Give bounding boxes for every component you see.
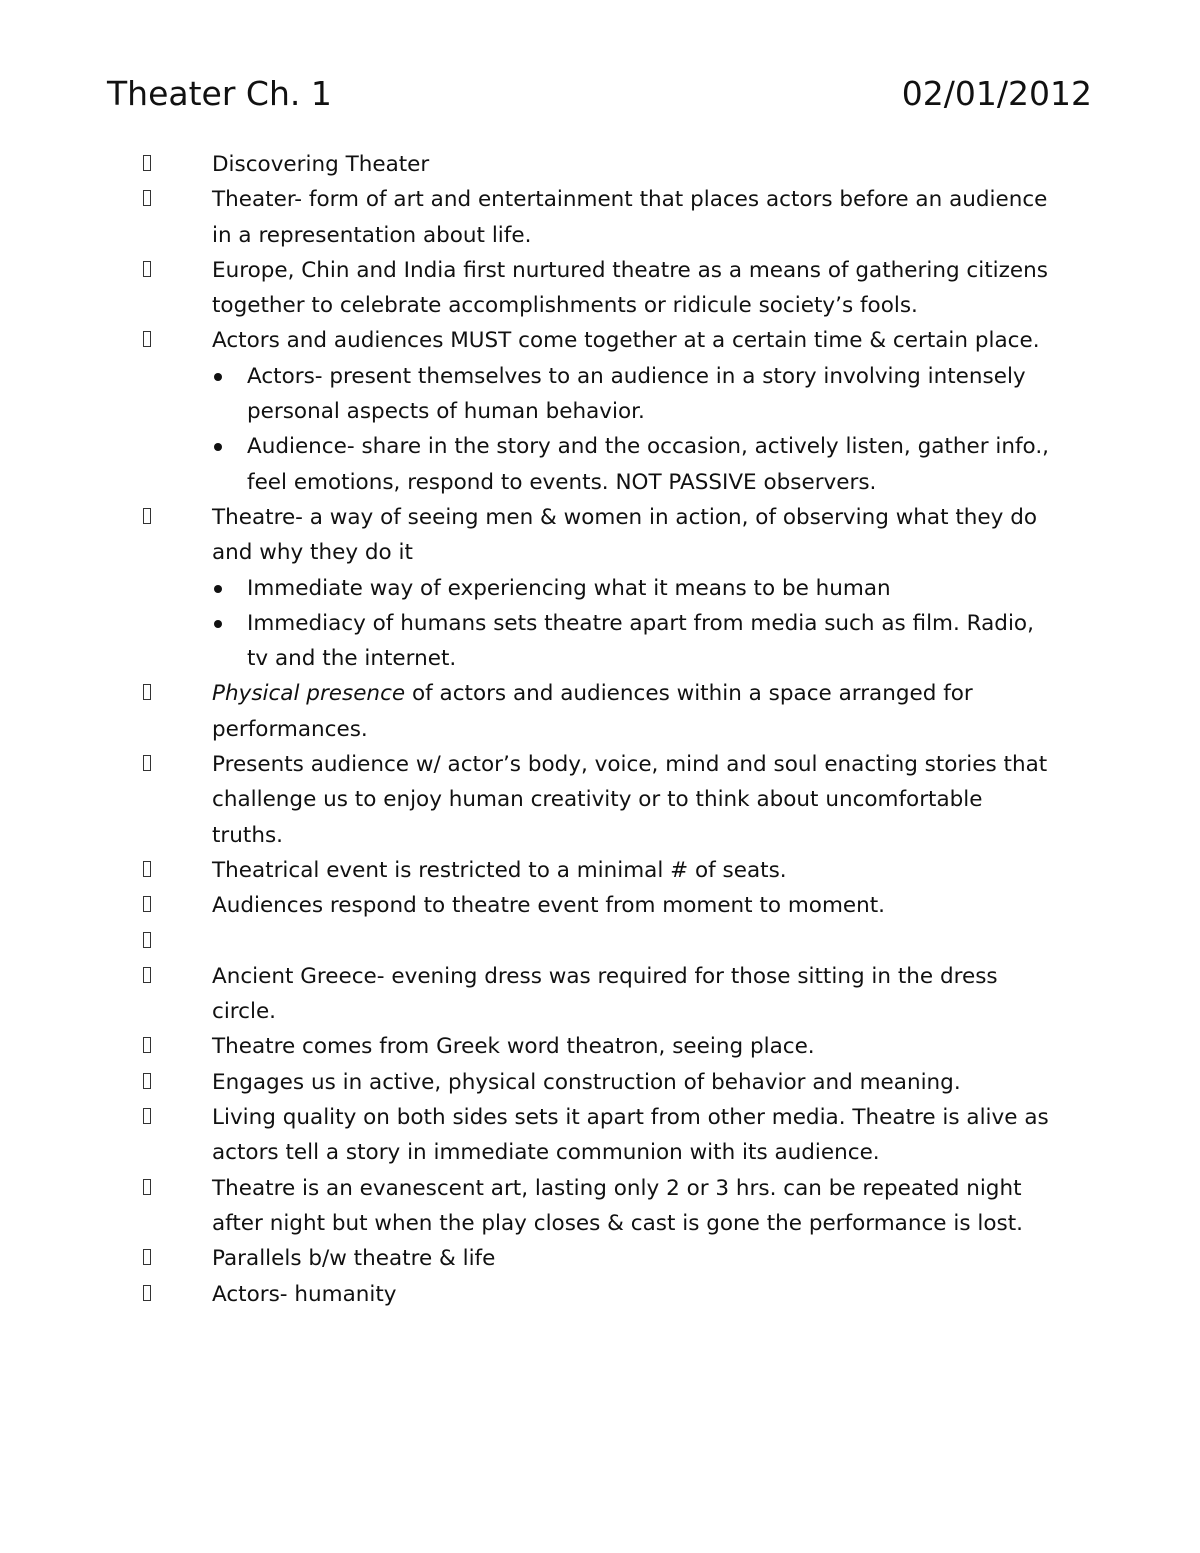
missing-glyph-icon	[143, 1241, 153, 1276]
note-bullet: Immediate way of experiencing what it means to be human	[141, 571, 1051, 606]
page-title: Theater Ch. 1	[107, 74, 332, 113]
missing-glyph-icon	[143, 676, 153, 711]
missing-glyph-icon	[143, 1065, 153, 1100]
missing-glyph-icon	[143, 1277, 153, 1312]
missing-glyph-icon	[143, 182, 153, 217]
missing-glyph-icon	[143, 888, 153, 923]
note-bullet: Immediacy of humans sets theatre apart from media such as film. Radio, tv and the internet.	[141, 606, 1051, 677]
note-paragraph-empty	[141, 924, 1051, 959]
note-paragraph: Presents audience w/ actor’s body, voice, mind and soul enacting stories that challenge us to enjoy human creativity or to think about uncomfortable truths.	[141, 747, 1051, 853]
note-paragraph: Theater- form of art and entertainment that places actors before an audience in a representation about life.	[141, 182, 1051, 253]
notes-body	[141, 147, 1051, 1312]
note-paragraph: Actors- humanity	[141, 1277, 1051, 1312]
emphasis-text: Physical presence	[212, 681, 406, 707]
note-paragraph: Theatre is an evanescent art, lasting only 2 or 3 hrs. can be repeated night after night but when the play closes & cast is gone the performance is lost.	[141, 1171, 1051, 1242]
missing-glyph-icon	[143, 323, 153, 358]
missing-glyph-icon	[143, 747, 153, 782]
bullet-dot-icon	[214, 620, 222, 628]
note-paragraph: Ancient Greece- evening dress was required for those sitting in the dress circle.	[141, 959, 1051, 1030]
bullet-dot-icon	[214, 585, 222, 593]
note-paragraph: Parallels b/w theatre & life	[141, 1241, 1051, 1276]
missing-glyph-icon	[143, 1100, 153, 1135]
missing-glyph-icon	[143, 1171, 153, 1206]
note-bullet: Actors- present themselves to an audience in a story involving intensely personal aspects of human behavior.	[141, 359, 1051, 430]
note-paragraph: Physical presence of actors and audiences within a space arranged for performances.	[141, 676, 1051, 747]
note-paragraph: Living quality on both sides sets it apart from other media. Theatre is alive as actors tell a story in immediate communion with its audience.	[141, 1100, 1051, 1171]
note-paragraph: Discovering Theater	[141, 147, 1051, 182]
missing-glyph-icon	[143, 959, 153, 994]
note-paragraph: Engages us in active, physical construction of behavior and meaning.	[141, 1065, 1051, 1100]
note-paragraph: Theatrical event is restricted to a minimal # of seats.	[141, 853, 1051, 888]
page-date: 02/01/2012	[901, 74, 1092, 113]
note-paragraph: Europe, Chin and India first nurtured theatre as a means of gathering citizens together to celebrate accomplishments or ridicule society’s fools.	[141, 253, 1051, 324]
missing-glyph-icon	[143, 253, 153, 288]
missing-glyph-icon	[143, 147, 153, 182]
note-paragraph: Actors and audiences MUST come together at a certain time & certain place.	[141, 323, 1051, 358]
missing-glyph-icon	[143, 500, 153, 535]
note-paragraph: Audiences respond to theatre event from moment to moment.	[141, 888, 1051, 923]
note-bullet: Audience- share in the story and the occasion, actively listen, gather info., feel emotions, respond to events. NOT PASSIVE observers.	[141, 429, 1051, 500]
note-paragraph: Theatre comes from Greek word theatron, seeing place.	[141, 1029, 1051, 1064]
missing-glyph-icon	[143, 924, 153, 959]
bullet-dot-icon	[214, 443, 222, 451]
missing-glyph-icon	[143, 1029, 153, 1064]
note-paragraph: Theatre- a way of seeing men & women in action, of observing what they do and why they do it	[141, 500, 1051, 571]
bullet-dot-icon	[214, 373, 222, 381]
missing-glyph-icon	[143, 853, 153, 888]
